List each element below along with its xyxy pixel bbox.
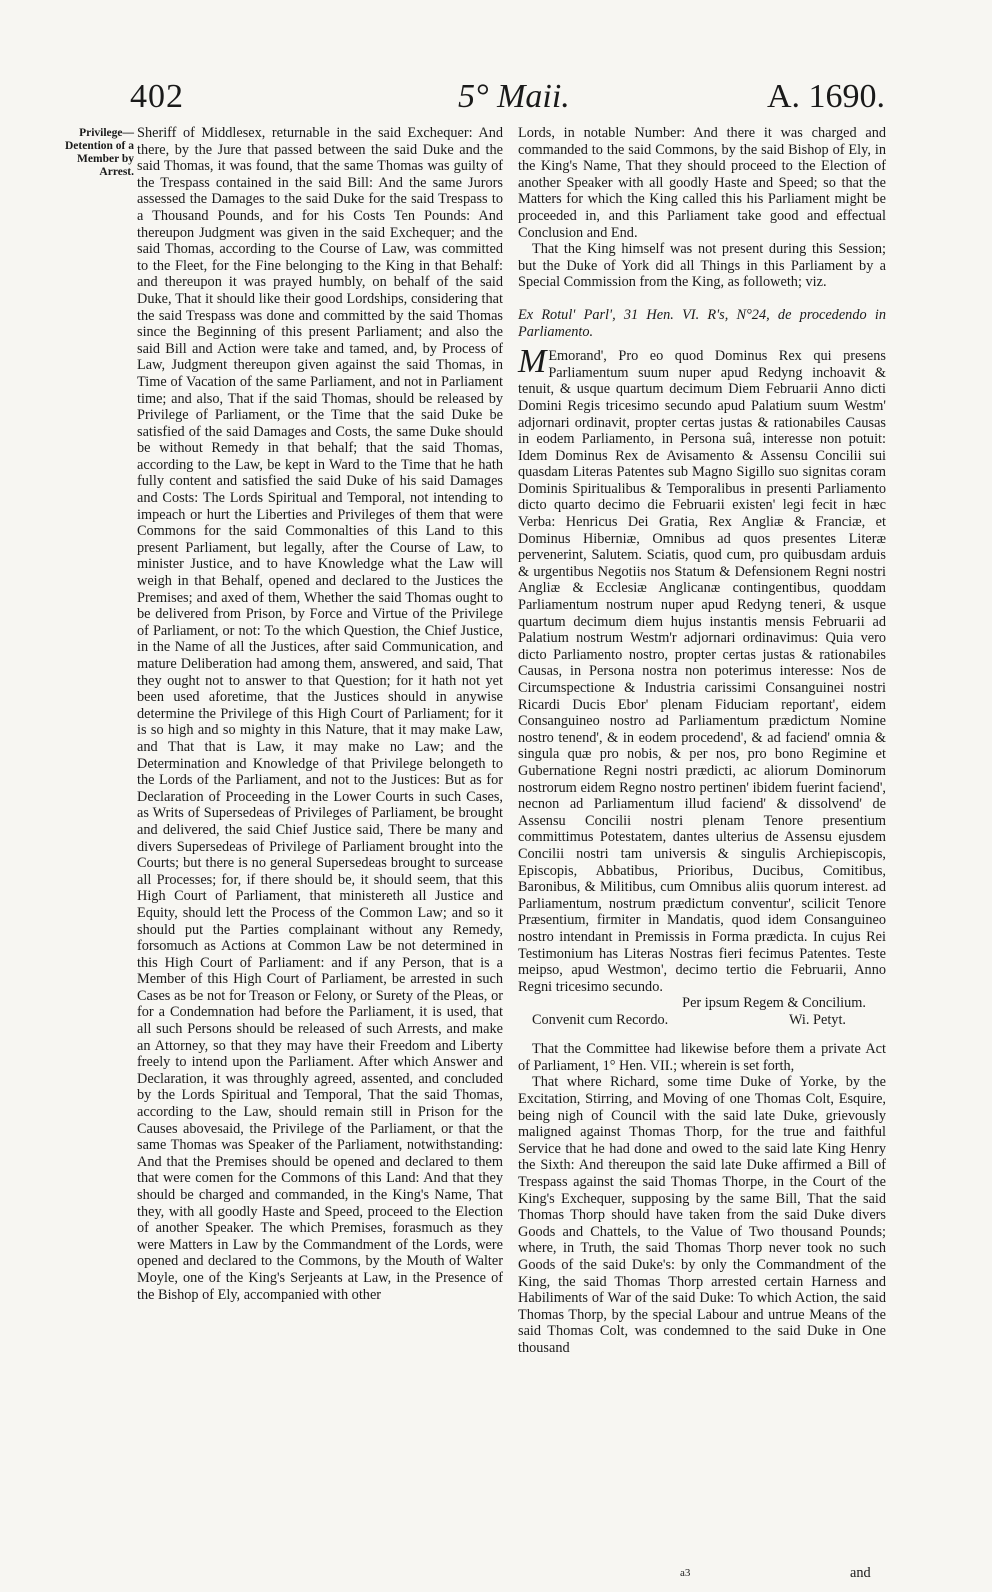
margin-note: Privilege—Detention of a Member by Arrest. xyxy=(65,127,134,178)
right-paragraph-3: That the Committee had likewise before them a private Act of Parliament, 1° Hen. VII.; wherein is set forth, xyxy=(518,1041,886,1074)
running-date: 5° Maii. xyxy=(458,78,570,115)
convenit: Convenit cum Recordo. xyxy=(532,1012,669,1029)
per-ipsum-row xyxy=(518,995,886,1012)
catchword: and xyxy=(850,1565,871,1581)
page-number: 402 xyxy=(130,78,184,115)
left-paragraph: Sheriff of Middlesex, returnable in the said Exchequer: And there, by the Jure that passed between the said Duke and the said Thomas, it was found, that the same Thomas was guilty of the Trespass contained in the said Bill: And the same Jurors assessed the Damages to the said Duke for the said Trespass to a Thousand Pounds, and for his Costs Ten Pounds: And thereupon Judgment was given in the said Exchequer; and the said Thomas, according to the Course of Law, was committed to the Fleet, for the Fine belonging to the King in that Behalf: and thereupon it was prayed humbly, on behalf of the said Duke, That it should like their good Lordships, considering that the said Trespass was done and committed by the said Thomas since the Beginning of this present Parliament; and also the said Bill and Action were take and tamed, and, by Process of Law, Judgment thereupon given against the said Thomas, in Time of Vacation of the same Parliament, and not in Parliament time; and also, That if the said Thomas, should be released by Privilege of Parliament, or the Time that the said Duke be satisfied of the said Damages and Costs, the same Duke should be without Remedy in that behalf; that the said Thomas, according to the Law, be kept in Ward to the Time that he hath fully content and satisfied the said Duke of his said Damages and Costs: The Lords Spiritual and Temporal, not intending to impeach or hurt the Liberties and Privileges of them that were Commons for the said Commonalties of this Land to this present Parliament, but legally, after the Course of Law, to minister Justice, and to have Knowledge what the Law will weigh in that Behalf, opened and declared to the Justices the Premises; and axed of them, Whether the said Thomas ought to be delivered from Prison, by Force and Virtue of the Privilege of Parliament, or not: To the which Question, the Chief Justice, in the Name of all the Justices, after said Communication, and mature Deliberation had among them, answered, and said, That they ought not to answer to that Question; for it hath not yet been used aforetime, that the Justices should in anywise determine the Privilege of this High Court of Parliament; for it is so high and so mighty in this Nature, that it may make Law, and That that is Law, it may make no Law; and the Determination and Knowledge of that Privilege belongeth to the Lords of the Parliament, and not to the Justices: But as for Declaration of Proceeding in the Lower Courts in such Cases, as Writs of Supersedeas of Privileges of Parliament, be brought and delivered, the said Chief Justice said, There be many and divers Supersedeas of Privilege of Parliament brought into the Courts; but there is no general Supersedeas brought to surcease all Processes; for, if there should be, it should seem, that this High Court of Parliament, that ministereth all Justice and Equity, should lett the Process of the Common Law; and so it should put the Parties complainant without any Remedy, forsomuch as Actions at Common Law be not determined in this High Court of Parliament: and if any Person, that is a Member of this High Court of Parliament, be arrested in such Cases as be not for Treason or Felony, or Surety of the Pleas, or for a Condemnation had before the Parliament, it is used, that all such Persons should be released of such Arrests, and make an Attorney, so that they may have their Freedom and Liberty freely to intend upon the Parliament. After which Answer and Declaration, it was throughly agreed, assented, and concluded by the Lords Spiritual and Temporal, That the said Thomas, according to the Law, should remain still in Prison for the Causes abovesaid, the Privilege of the Parliament, or that the same Thomas was Speaker of the Parliament, notwithstanding: And that the Premises should be opened and declared to them that were comen for the Commons of this Land: And that they should be charged and commanded, in the King's Name, That they, with all goodly Haste and Speed, proceed to the Election of another Speaker. The which Premises, forasmuch as they were Matters in Law by the Commandment of the Lords, were opened and declared to the Commons, by the Mouth of Walter Moyle, one of the King's Serjeants at Law, in the Presence of the Bishop of Ely, accompanied with other xyxy=(137,125,503,1303)
right-paragraph-1: Lords, in notable Number: And there it was charged and commanded to the said Commons, by the said Bishop of Ely, in the King's Name, That they should proceed to the Election of another Speaker with all goodly Haste and Speed; so that the Matters for which the King called this his Parliament might be proceeded in, and this Parliament take good and effectual Conclusion and End. xyxy=(518,125,886,241)
signer: Wi. Petyt. xyxy=(788,1012,846,1029)
convenit-row xyxy=(518,1012,886,1029)
signature-mark: a3 xyxy=(680,1567,691,1579)
record-citation: Ex Rotul' Parl', 31 Hen. VI. R's, N°24, de procedendo in Parliamento. xyxy=(518,306,886,340)
per-ipsum: Per ipsum Regem & Concilium. xyxy=(682,995,866,1012)
memorandum-body: Emorand', Pro eo quod Dominus Rex qui presens Parliamentum suum nuper apud Redyng inchoavit & tenuit, & usque quartum decimum Diem Februarii Anno dicti Domini Regis tricesimo secundo apud Palatium suum Westm' adjornari ordinavit, propter certas justas & rationabiles Causas in eodem Parliamento, in Persona suâ, interesse non potuit: Idem Dominus Rex de Avisamento & Assensu Concilii sui quasdam Literas Patentes sub Magno Sigillo suo signitas coram Dominis Spiritualibus & Temporalibus in presenti Parliamento dicto quarto decimo die Februarii existen' legi fecit in hæc Verba: Henricus Dei Gratia, Rex Angliæ & Franciæ, et Dominus Hiberniæ, Omnibus ad quos presentes Literæ pervenerint, Salutem. Sciatis, quod cum, pro quibusdam arduis & urgentibus Negotiis nos Statum & Defensionem Regni nostri Angliæ & Ecclesiæ Anglicanæ contingentibus, quoddam Parliamentum nostrum nuper apud Redyng teneri, & usque quartum decimum diem hujus instantis mensis Februarii ad Palatium nostrum Westm'r adjornari ordinavimus: Quia vero dicto Parliamento nostro, propter certas justas & rationabiles Causas, in Persona nostra non poterimus interesse: Nos de Circumspectione & Industria carissimi Consanguinei nostri Ricardi Ducis Ebor' plenam Fiduciam reportant', eidem Consanguineo nostro ad Parliamentum prædictum Nomine nostro tenend', & in eodem procedend', & ad faciend' omnia & singula quæ pro nobis, & per nos, pro bono Regimine et Gubernatione Regni nostri prædicti, ac aliorum Dominorum nostrorum eidem Regno nostro pertinen' ibidem fuerint faciend', necnon ad Parliamentum illud faciend' & dissolvend' de Assensu Concilii nostri plenam Tenore presentium committimus Potestatem, dantes ulterius de Assensu ejusdem Concilii nostri tam universis & singulis Archiepiscopis, Episcopis, Abbatibus, Prioribus, Ducibus, Comitibus, Baronibus, & Militibus, cum Omnibus aliis quorum interest. ad Parliamentum, nostrum prædictum conventur', scilicit Tenore Præsentium, firmiter in Mandatis, quod idem Consanguineo nostro intendant in Premissis in Forma prædicta. In cujus Rei Testimonium has Literas Nostras fieri fecimus Patentes. Teste meipso, apud Westmon', decimo tertio die Februarii, Anno Regni tricesimo secundo. xyxy=(518,348,886,995)
right-paragraph-2: That the King himself was not present during this Session; but the Duke of York did all Things in this Parliament by a Special Commission from the King, as followeth; viz. xyxy=(518,241,886,291)
right-paragraph-4: That where Richard, some time Duke of Yorke, by the Excitation, Stirring, and Moving of one Thomas Colt, Esquire, being nigh of Council with the said late Duke, grievously maligned against Thomas Thorp, for the true and faithful Service that he had done and owed to the said late King Henry the Sixth: And thereupon the said late Duke affirmed a Bill of Trespass against the said Thomas Thorpe, in the Court of the King's Exchequer, supposing by the same Bill, That the said Thomas Thorp should have taken from the said Duke divers Goods and Chattels, to the Value of Two thousand Pounds; where, in Truth, the said Thomas Thorp never took no such Goods of the said Duke's: by only the Commandment of the King, the said Thomas Thorp arrested certain Harness and Habiliments of War of the said Duke: To which Action, the said Thomas Thorp, by the special Labour and untrue Means of the said Thomas Colt, was condemned to the said Duke in One thousand xyxy=(518,1074,886,1356)
right-column xyxy=(518,125,886,1357)
page-header xyxy=(130,78,885,122)
drop-cap: M xyxy=(518,343,547,381)
running-year: A. 1690. xyxy=(766,78,885,115)
memorandum-text xyxy=(518,343,886,995)
left-column xyxy=(137,125,503,1303)
